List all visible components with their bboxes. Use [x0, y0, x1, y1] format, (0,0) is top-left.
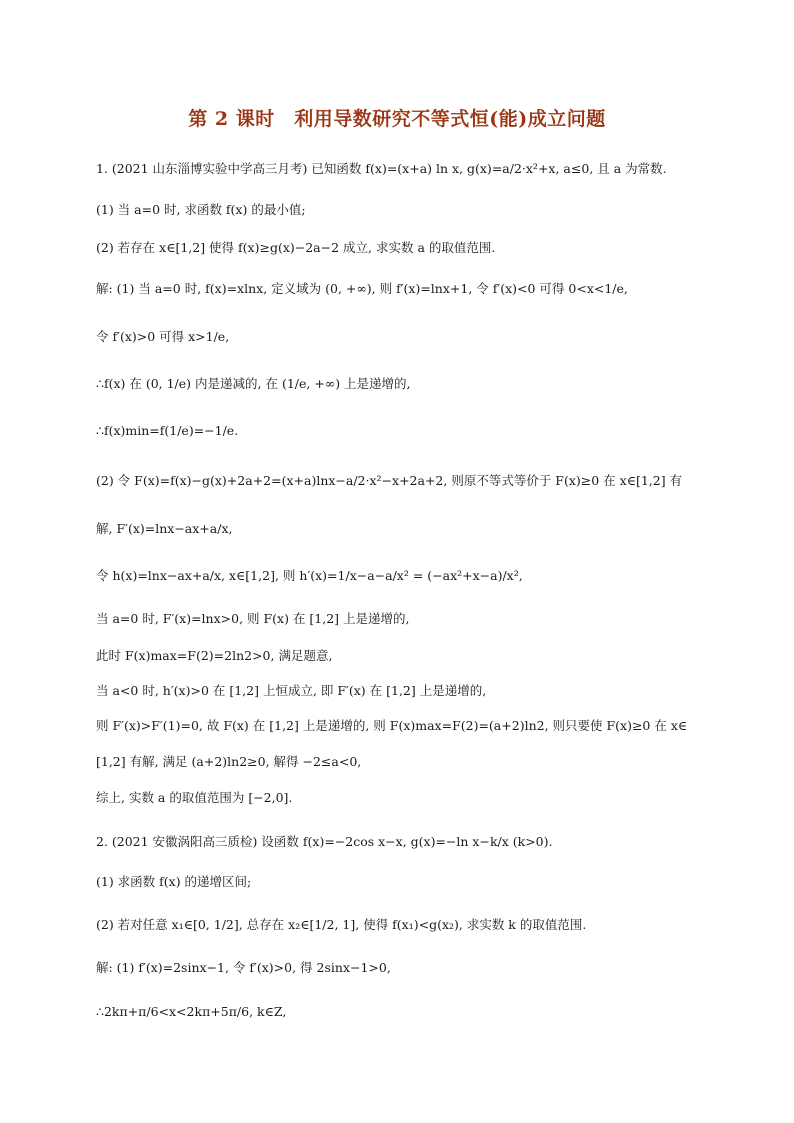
problem-2-statement: 2. (2021 安徽涡阳高三质检) 设函数 f(x)=−2cos x−x, g(x)=−ln x−k/x (k>0).	[96, 834, 553, 849]
solution-2-conclusion: 综上, 实数 a 的取值范围为 [−2,0].	[96, 790, 293, 805]
solution-1-line: ∴f(x)min=f(1/e)=−1/e.	[96, 423, 239, 438]
solution-3-line: 解: (1) f′(x)=2sinx−1, 令 f′(x)>0, 得 2sinx−1>0,	[96, 960, 391, 975]
solution-2-line: 令 h(x)=lnx−ax+a/x, x∈[1,2], 则 h′(x)=1/x−a−a/x² = (−ax²+x−a)/x²,	[96, 568, 523, 583]
page-title: 第 2 课时 利用导数研究不等式恒(能)成立问题	[188, 108, 606, 130]
problem-1-part-2: (2) 若存在 x∈[1,2] 使得 f(x)≥g(x)−2a−2 成立, 求实数 a 的取值范围.	[96, 240, 496, 255]
solution-1-line: ∴f(x) 在 (0, 1/e) 内是递减的, 在 (1/e, +∞) 上是递增的,	[96, 376, 411, 391]
problem-2-part-2: (2) 若对任意 x₁∈[0, 1/2], 总存在 x₂∈[1/2, 1], 使得 f(x₁)<g(x₂), 求实数 k 的取值范围.	[96, 917, 587, 932]
solution-2-line: 则 F′(x)>F′(1)=0, 故 F(x) 在 [1,2] 上是递增的, 则 F(x)max=F(2)=(a+2)ln2, 则只要使 F(x)≥0 在 x∈	[96, 718, 688, 733]
solution-2-line: 此时 F(x)max=F(2)=2ln2>0, 满足题意,	[96, 648, 333, 663]
problem-2-part-1: (1) 求函数 f(x) 的递增区间;	[96, 874, 252, 889]
problem-1-part-1: (1) 当 a=0 时, 求函数 f(x) 的最小值;	[96, 202, 306, 217]
solution-1-line: 解: (1) 当 a=0 时, f(x)=xlnx, 定义域为 (0, +∞), 则 f′(x)=lnx+1, 令 f′(x)<0 可得 0<x<1/e,	[96, 281, 628, 296]
solution-2-line: [1,2] 有解, 满足 (a+2)ln2≥0, 解得 −2≤a<0,	[96, 754, 362, 769]
solution-2-line: 当 a<0 时, h′(x)>0 在 [1,2] 上恒成立, 即 F′(x) 在 [1,2] 上是递增的,	[96, 683, 487, 698]
solution-2-line: 当 a=0 时, F′(x)=lnx>0, 则 F(x) 在 [1,2] 上是递增的,	[96, 611, 410, 626]
solution-1-line: 令 f′(x)>0 可得 x>1/e,	[96, 329, 230, 344]
solution-2-line: 解, F′(x)=lnx−ax+a/x,	[96, 521, 233, 536]
problem-1-statement: 1. (2021 山东淄博实验中学高三月考) 已知函数 f(x)=(x+a) ln x, g(x)=a/2·x²+x, a≤0, 且 a 为常数.	[96, 161, 667, 176]
solution-2-line: (2) 令 F(x)=f(x)−g(x)+2a+2=(x+a)lnx−a/2·x²−x+2a+2, 则原不等式等价于 F(x)≥0 在 x∈[1,2] 有	[96, 473, 683, 488]
solution-3-line: ∴2kπ+π/6<x<2kπ+5π/6, k∈Z,	[96, 1004, 287, 1019]
